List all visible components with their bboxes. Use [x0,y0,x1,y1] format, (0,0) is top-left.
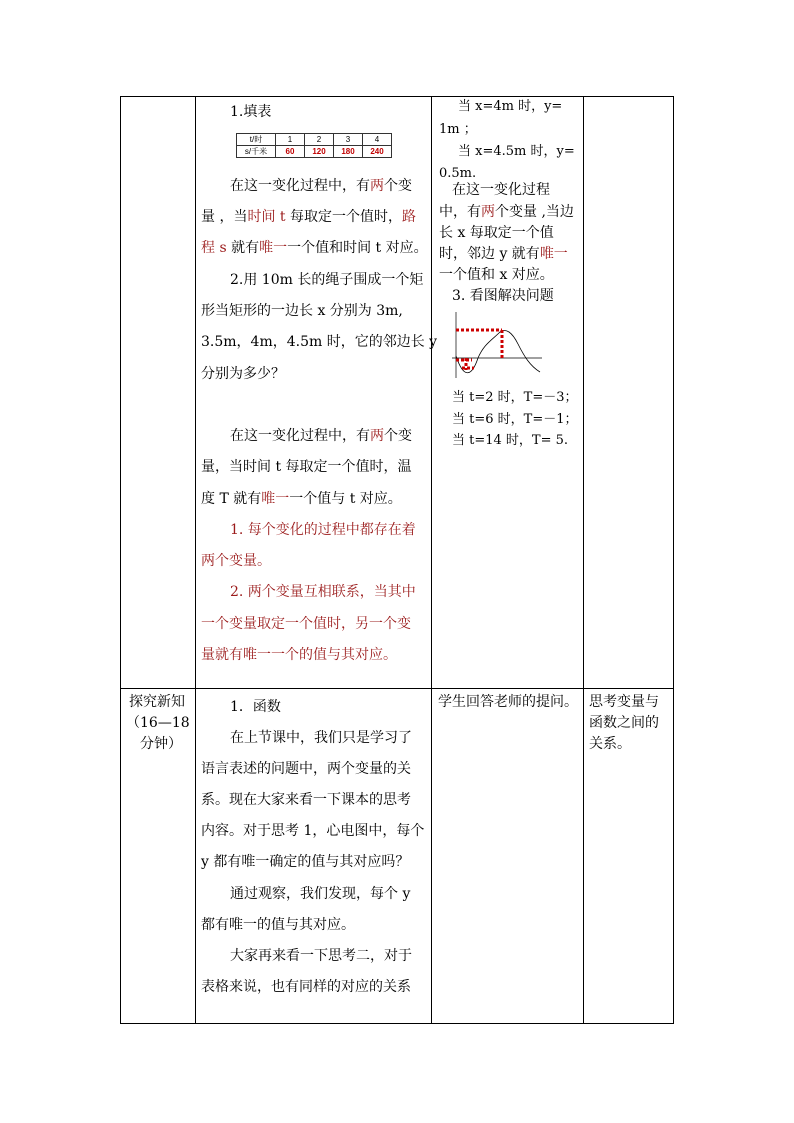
section-time: 分钟） [140,736,182,752]
time-distance-table [236,133,392,158]
text-line: 2.用 10m 长的绳子围成一个矩 [230,272,424,288]
text-line: 内容。对于思考 1，心电图中，每个 [201,823,425,839]
conclusion-line: 两个变量。 [201,553,271,569]
text-line: 1．函数 [230,699,281,715]
text-line: 都有唯一的值与其对应。 [201,917,355,933]
answer-line: 当 t=6 时，T=－1； [452,412,578,427]
s-cell: 180 [334,146,363,158]
text-line: 形当矩形的一边长 x 分别为 3m, [201,303,403,319]
t-cell: 4 [363,134,392,146]
design-intent: 关系。 [589,736,631,752]
text-line: 表格来说，也有同样的对应的关系 [201,979,411,995]
section-label: 探究新知 [129,694,185,710]
answer-line: 当 t=2 时，T=－3； [452,390,578,405]
student-activity: 学生回答老师的提问。 [438,694,578,710]
fill-table-heading: 1.填表 [230,104,272,120]
text-line: 通过观察，我们发现，每个 y [230,886,411,902]
text-line: y 都有唯一确定的值与其对应吗？ [201,854,410,870]
design-intent: 函数之间的 [589,715,659,731]
row-divider [120,688,674,689]
section-time: （16—18 [126,715,190,731]
text-line: 量 ，当时间 t 每取定一个值时，路 [201,209,416,225]
col-border-right [673,96,674,1024]
text-line: 时，邻边 y 就有唯一 [439,246,568,262]
text-line: 度 T 就有唯一一个值与 t 对应。 [201,491,402,507]
text-line: 1m ； [439,122,477,137]
table-top-border [120,96,674,97]
text-line: 3. 看图解决问题 [452,288,554,304]
text-line: 程 s 就有唯一一个值和时间 t 对应。 [201,240,428,256]
s-cell: 240 [363,146,392,158]
conclusion-line: 2. 两个变量互相联系，当其中 [230,584,416,600]
text-line: 中，有两个变量 ,当边 [439,204,574,220]
col-border-left [120,96,121,1024]
table-row [237,146,392,158]
t-cell: 1 [276,134,305,146]
text-line: 分别为多少？ [201,366,285,382]
temperature-graph [450,310,546,382]
text-line: 当 x=4m 时，y= [458,99,563,114]
col-divider-2 [431,96,432,1024]
text-line: 0.5m. [439,166,477,181]
text-line: 语言表述的问题中，两个变量的关 [201,761,411,777]
t-cell: 2 [305,134,334,146]
text-line: 长 x 每取定一个值 [439,225,554,241]
text-line: 量，当时间 t 每取定一个值时，温 [201,459,412,475]
curve-line [456,331,540,373]
s-cell: 120 [305,146,334,158]
design-intent: 思考变量与 [589,694,659,710]
conclusion-line: 量就有唯一一个的值与其对应。 [201,647,397,663]
text-line: 大家再来看一下思考二，对于 [230,948,412,964]
conclusion-line: 1. 每个变化的过程中都存在着 [230,522,416,538]
s-cell: 60 [276,146,305,158]
text-line: 3.5m，4m，4.5m 时，它的邻边长 y [201,334,438,350]
t-cell: 3 [334,134,363,146]
table-row [237,134,392,146]
answer-line: 当 t=14 时，T= 5. [452,433,569,448]
row-header-t: t/时 [237,134,276,146]
text-line: 一个值和 x 对应。 [439,267,554,283]
text-line: 当 x=4.5m 时，y= [458,144,575,159]
col-divider-3 [583,96,584,1024]
text-line: 在这一变化过程中，有两个变 [230,428,412,444]
col-divider-1 [195,96,196,1024]
text-line: 在上节课中，我们只是学习了 [230,730,412,746]
table-bottom-border [120,1023,674,1024]
conclusion-line: 一个变量取定一个值时，另一个变 [201,616,411,632]
text-line: 在这一变化过程中，有两个变 [230,178,412,194]
text-line: 系。现在大家来看一下课本的思考 [201,792,411,808]
text-line: 在这一变化过程 [452,182,550,198]
row-header-s: s/千米 [237,146,276,158]
